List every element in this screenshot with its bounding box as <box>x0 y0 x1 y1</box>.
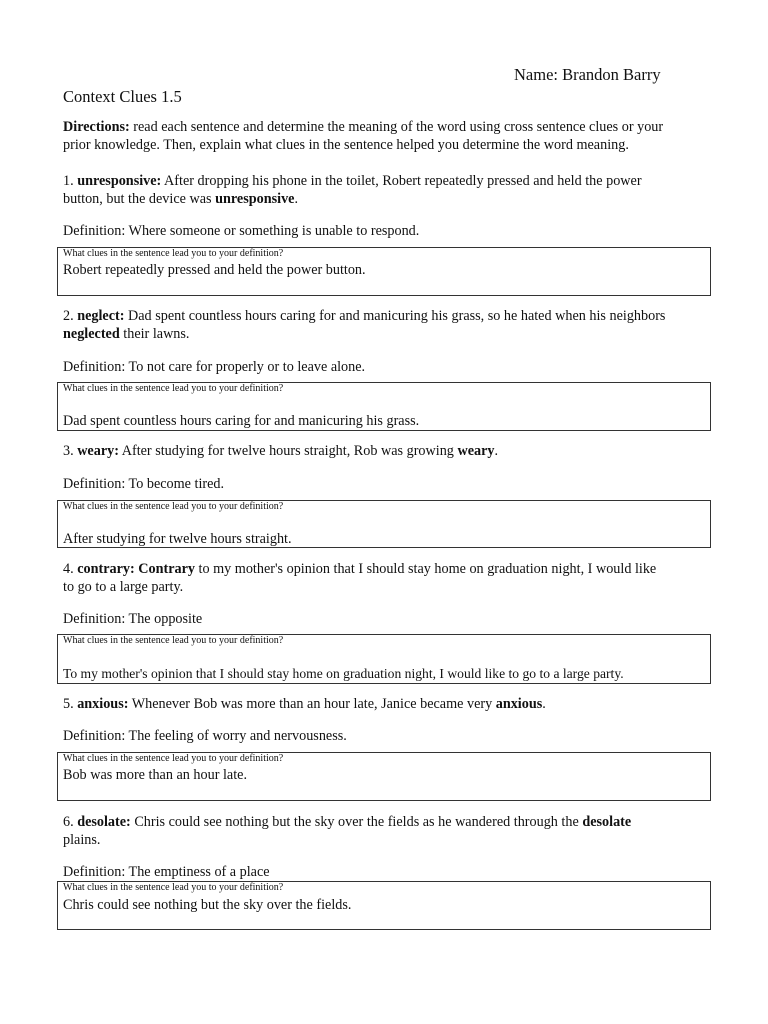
vocab-word: contrary: <box>77 561 135 577</box>
answer-prompt: What clues in the sentence lead you to your definition? <box>63 248 284 259</box>
item-2-sentence <box>63 308 723 343</box>
vocab-word: weary: <box>77 443 119 459</box>
item-5-definition: Definition: The feeling of worry and nervousness. <box>63 728 347 744</box>
sentence-text: After dropping his phone in the toilet, Robert repeatedly pressed and held the power <box>164 173 642 189</box>
item-4-answer-box[interactable] <box>57 634 711 684</box>
answer-text[interactable]: Bob was more than an hour late. <box>63 767 247 783</box>
item-number: 2. <box>63 308 74 324</box>
vocab-word-in-context: Contrary <box>138 561 195 577</box>
sentence-text: to my mother's opinion that I should stay home on graduation night, I would like <box>198 561 657 577</box>
sentence-text: Chris could see nothing but the sky over the fields as he wandered through the <box>134 814 579 830</box>
directions <box>63 119 723 154</box>
sentence-text: plains. <box>63 831 101 848</box>
item-2-definition: Definition: To not care for properly or to leave alone. <box>63 359 366 375</box>
vocab-word-in-context: anxious <box>495 696 543 712</box>
sentence-text: . <box>294 190 299 207</box>
item-number: 4. <box>63 561 74 577</box>
vocab-word-in-context: unresponsive <box>215 190 295 207</box>
item-1-definition: Definition: Where someone or something is unable to respond. <box>63 223 420 239</box>
item-5-answer-box[interactable] <box>57 752 711 801</box>
sentence-text: their lawns. <box>123 325 190 342</box>
vocab-word-in-context: neglected <box>63 325 120 342</box>
answer-prompt: What clues in the sentence lead you to your definition? <box>63 501 284 512</box>
answer-text[interactable]: To my mother's opinion that I should stay home on graduation night, I would like to go to a large party. <box>63 666 624 681</box>
directions-label: Directions: <box>63 119 130 135</box>
vocab-word: neglect: <box>77 308 125 324</box>
item-number: 3. <box>63 443 74 459</box>
sentence-text: to go to a large party. <box>63 578 184 595</box>
item-number: 6. <box>63 814 74 830</box>
item-4-definition: Definition: The opposite <box>63 611 203 627</box>
vocab-word: anxious: <box>77 696 129 712</box>
sentence-text: After studying for twelve hours straight, Rob was growing <box>121 443 454 459</box>
vocab-word: unresponsive: <box>77 173 162 189</box>
item-5-sentence <box>63 696 723 714</box>
vocab-word-in-context: desolate <box>582 814 632 830</box>
item-6-sentence <box>63 814 723 849</box>
sentence-text: . <box>494 443 499 459</box>
item-number: 1. <box>63 173 74 189</box>
directions-line-2: prior knowledge. Then, explain what clues in the sentence helped you determine the word meaning. <box>63 136 629 153</box>
answer-prompt: What clues in the sentence lead you to your definition? <box>63 635 284 646</box>
vocab-word: desolate: <box>77 814 131 830</box>
item-6-answer-box[interactable] <box>57 881 711 930</box>
item-3-answer-box[interactable] <box>57 500 711 548</box>
vocab-word-in-context: weary <box>457 443 495 459</box>
item-1-answer-box[interactable] <box>57 247 711 296</box>
answer-prompt: What clues in the sentence lead you to your definition? <box>63 383 284 394</box>
answer-text[interactable]: After studying for twelve hours straight. <box>63 531 292 547</box>
sentence-text: . <box>542 696 546 712</box>
answer-text[interactable]: Dad spent countless hours caring for and manicuring his grass. <box>63 413 420 429</box>
item-4-sentence <box>63 561 723 596</box>
sentence-text: button, but the device was <box>63 190 212 207</box>
answer-prompt: What clues in the sentence lead you to your definition? <box>63 753 284 764</box>
item-3-sentence <box>63 443 723 461</box>
worksheet-title: Context Clues 1.5 <box>63 87 182 106</box>
item-1-sentence <box>63 173 723 208</box>
answer-text[interactable]: Robert repeatedly pressed and held the power button. <box>63 262 366 278</box>
sentence-text: Whenever Bob was more than an hour late, Janice became very <box>131 696 493 712</box>
item-number: 5. <box>63 696 74 712</box>
sentence-text: Dad spent countless hours caring for and manicuring his grass, so he hated when his neighbors <box>128 308 666 324</box>
item-6-definition: Definition: The emptiness of a place <box>63 864 270 880</box>
answer-prompt: What clues in the sentence lead you to your definition? <box>63 882 284 893</box>
answer-text[interactable]: Chris could see nothing but the sky over the fields. <box>63 897 352 913</box>
item-2-answer-box[interactable] <box>57 382 711 431</box>
item-3-definition: Definition: To become tired. <box>63 476 225 492</box>
directions-line-1: read each sentence and determine the meaning of the word using cross sentence clues or your <box>133 119 664 135</box>
student-name: Name: Brandon Barry <box>514 65 661 84</box>
